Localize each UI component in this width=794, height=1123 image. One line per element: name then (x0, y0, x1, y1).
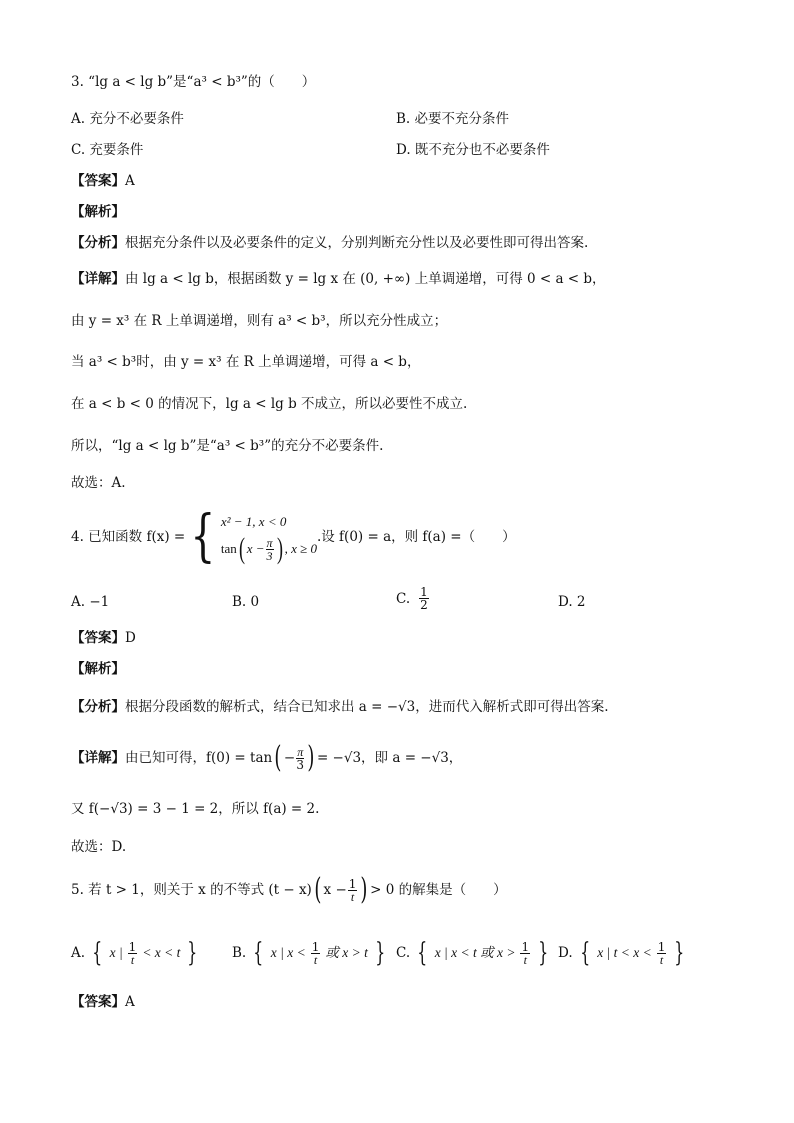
q3-option-d: D. 既不充分也不必要条件 (396, 142, 550, 158)
right-paren: ) (360, 872, 368, 907)
q4-option-d: D. 2 (558, 594, 586, 610)
q3-detail-4: 在 a < b < 0 的情况下，lg a < lg b 不成立，所以必要性不成立. (71, 396, 468, 412)
q4-choose: 故选：D. (71, 839, 127, 855)
right-paren: ) (276, 532, 283, 565)
q4-answer (71, 629, 136, 647)
right-brace: } (674, 938, 685, 968)
right-brace: } (375, 938, 386, 968)
answer-value: D (125, 630, 136, 646)
x-minus: x − (323, 882, 347, 898)
q5-option-a (71, 940, 201, 966)
q4-stem-post: .设 f(0) = a，则 f(a) =（ ） (316, 529, 516, 545)
one-half (419, 586, 429, 611)
detail-1-post: = −√3，即 a = −√3， (316, 750, 463, 766)
opt-label: B. (232, 945, 247, 961)
set-var: x | x < (270, 945, 306, 960)
frac-num: 1 (521, 939, 530, 954)
one-over-t (311, 941, 321, 966)
answer-label: 【答案】 (71, 630, 125, 645)
q3-stem: 3. “lg a < lg b”是“a³ < b³”的（ ） (71, 74, 316, 90)
frac-num: π (266, 535, 273, 550)
frac-num: 1 (657, 939, 666, 954)
case-2 (221, 534, 317, 564)
one-over-t (128, 941, 138, 966)
q3-option-c: C. 充要条件 (71, 142, 144, 158)
fenxi-text: 根据分段函数的解析式，结合已知求出 a = −√3，进而代入解析式即可得出答案. (125, 699, 609, 715)
q5-option-d (558, 940, 688, 966)
case-1: x² − 1, x < 0 (220, 514, 287, 529)
detail-label: 【详解】 (71, 750, 125, 765)
q4-fenxi (71, 698, 609, 716)
right-brace: } (187, 938, 198, 968)
q5-answer (71, 993, 135, 1011)
frac-den: 3 (296, 757, 305, 772)
minus-sign: − (283, 750, 296, 766)
q3-fenxi (71, 234, 588, 252)
answer-value: A (125, 173, 135, 189)
frac-den: t (659, 952, 664, 967)
x-minus: x − (246, 541, 265, 556)
q5-stem-pre: 5. 若 t > 1，则关于 x 的不等式 (t − x) (71, 882, 312, 898)
answer-label: 【答案】 (71, 173, 125, 188)
fenxi-text: 根据充分条件以及必要条件的定义，分别判断充分性以及必要性即可得出答案. (125, 235, 589, 251)
detail-text: 由 lg a < lg b，根据函数 y = lg x 在 (0, +∞) 上单调递增，可得 0 < a < b， (125, 271, 606, 287)
one-over-t (657, 941, 667, 966)
opt-label: D. (558, 945, 573, 961)
q4-analysis-title: 【解析】 (71, 661, 125, 676)
frac-num: 1 (128, 939, 137, 954)
left-brace: { (417, 938, 428, 968)
frac-den: t (350, 889, 355, 904)
one-over-t (520, 941, 530, 966)
q4-option-b: B. 0 (232, 594, 260, 610)
set-cond: x | x < t 或 x > (434, 945, 516, 960)
q5-stem (71, 870, 507, 910)
piecewise-function (185, 504, 317, 569)
pi-over-3 (296, 746, 304, 771)
q4-detail-2: 又 f(−√3) = 3 − 1 = 2，所以 f(a) = 2. (71, 801, 320, 817)
opt-c-label: C. (396, 590, 411, 607)
right-paren: ) (307, 740, 315, 775)
piecewise-brace: { (190, 504, 216, 569)
q4-option-a: A. −1 (71, 594, 110, 610)
opt-label: A. (71, 945, 86, 961)
opt-label: C. (396, 945, 411, 961)
answer-value: A (125, 994, 135, 1010)
fenxi-label: 【分析】 (71, 235, 125, 250)
q3-option-b: B. 必要不充分条件 (396, 111, 510, 127)
detail-label: 【详解】 (71, 271, 125, 286)
fenxi-label: 【分析】 (71, 699, 125, 714)
q3-detail-3: 当 a³ < b³时，由 y = x³ 在 R 上单调递增，可得 a < b， (71, 354, 421, 370)
left-brace: { (579, 938, 590, 968)
q4-stem (71, 505, 516, 569)
right-brace: } (538, 938, 549, 968)
frac-num: 1 (311, 939, 320, 954)
left-paren: ( (274, 740, 282, 775)
frac-num: 1 (420, 585, 428, 599)
tan-label: tan (220, 541, 237, 556)
frac-num: 1 (348, 876, 357, 891)
set-var: x | (109, 945, 123, 960)
q4-detail-1 (71, 740, 462, 776)
q3-detail-1 (71, 270, 606, 288)
left-paren: ( (238, 532, 245, 565)
pi-over-3 (266, 537, 274, 562)
q5-option-b (232, 940, 388, 966)
q5-stem-post: > 0 的解集是（ ） (370, 882, 507, 898)
one-over-t (348, 878, 358, 903)
answer-label: 【答案】 (71, 994, 125, 1009)
set-cond: x | t < x < (597, 945, 652, 960)
detail-1-pre: 由已知可得，f(0) = tan (125, 750, 273, 766)
left-brace: { (92, 938, 103, 968)
piecewise-cases (221, 510, 317, 564)
q3-detail-5: 所以，“lg a < lg b”是“a³ < b³”的充分不必要条件. (71, 438, 384, 454)
set-cond: 或 x > t (325, 945, 368, 960)
q3-choose: 故选：A. (71, 475, 126, 491)
q3-answer (71, 172, 135, 190)
q4-option-c (396, 586, 430, 611)
frac-num: π (297, 744, 304, 759)
case-2-cond: , x ≥ 0 (284, 541, 317, 556)
q4-stem-pre: 4. 已知函数 f(x) = (71, 529, 186, 545)
q3-analysis-title: 【解析】 (71, 204, 125, 219)
q3-detail-2: 由 y = x³ 在 R 上单调递增，则有 a³ < b³，所以充分性成立； (71, 313, 448, 329)
q5-option-c (396, 940, 552, 966)
set-cond: < x < t (142, 945, 181, 960)
frac-den: t (523, 952, 527, 967)
left-brace: { (253, 938, 264, 968)
q3-option-a: A. 充分不必要条件 (71, 111, 184, 127)
frac-den: t (313, 952, 318, 967)
frac-den: t (130, 952, 135, 967)
left-paren: ( (314, 872, 322, 907)
frac-den: 2 (420, 598, 428, 612)
frac-den: 3 (266, 548, 273, 563)
